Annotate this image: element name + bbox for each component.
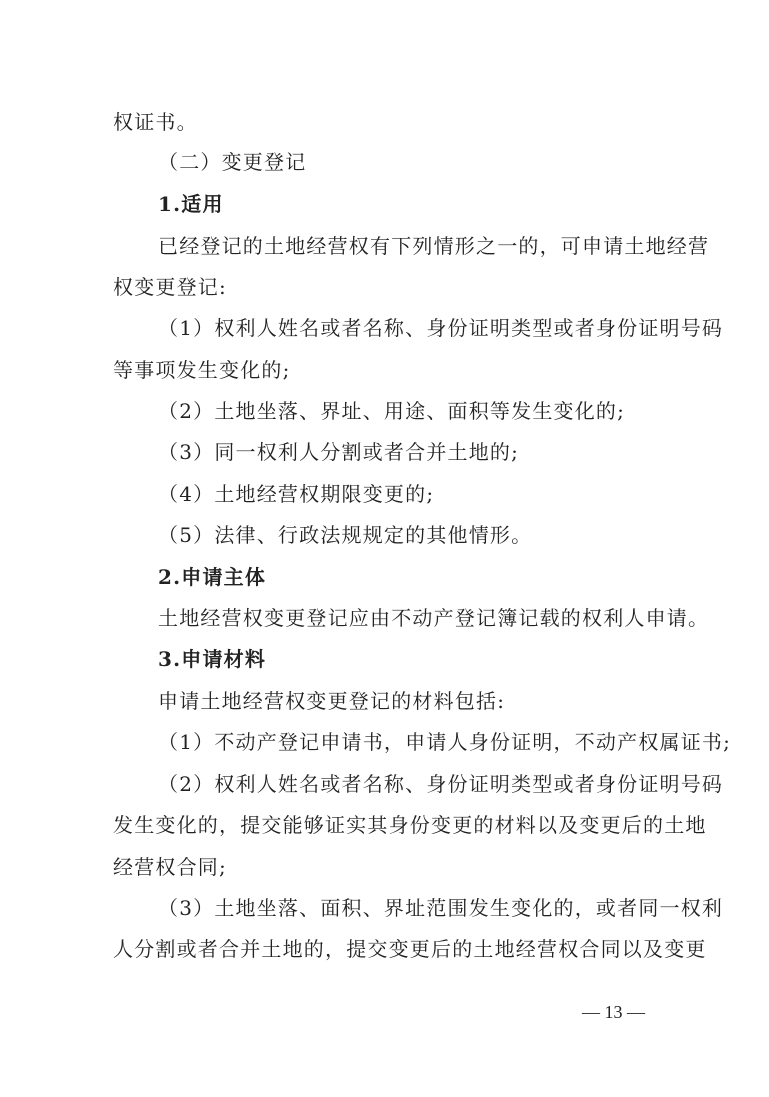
list-item: （1）权利人姓名或者名称、身份证明类型或者身份证明号码 <box>158 316 724 340</box>
text-line: 申请土地经营权变更登记的材料包括: <box>158 689 506 713</box>
list-item: （2）土地坐落、界址、用途、面积等发生变化的; <box>158 399 626 423</box>
list-item: （3）同一权利人分割或者合并土地的; <box>158 440 520 464</box>
subsection-heading: 3.申请材料 <box>158 647 267 671</box>
list-item: （3）土地坐落、面积、界址范围发生变化的，或者同一权利 <box>158 896 724 920</box>
list-item: （1）不动产登记申请书，申请人身份证明，不动产权属证书; <box>158 730 732 754</box>
list-item: （5）法律、行政法规规定的其他情形。 <box>158 523 533 547</box>
text-line: 土地经营权变更登记应由不动产登记簿记载的权利人申请。 <box>158 606 710 630</box>
section-heading: （二）变更登记 <box>158 150 307 174</box>
list-item: （4）土地经营权期限变更的; <box>158 482 435 506</box>
subsection-heading: 2.申请主体 <box>158 565 267 589</box>
text-line: 人分割或者合并土地的，提交变更后的土地经营权合同以及变更 <box>113 937 707 961</box>
text-line: 等事项发生变化的; <box>113 358 291 382</box>
list-item: （2）权利人姓名或者名称、身份证明类型或者身份证明号码 <box>158 772 724 796</box>
subsection-heading: 1.适用 <box>158 192 224 216</box>
text-line: 经营权合同; <box>113 855 227 879</box>
text-line: 已经登记的土地经营权有下列情形之一的，可申请土地经营 <box>158 234 710 258</box>
text-line: 权变更登记: <box>113 275 227 299</box>
text-line: 发生变化的，提交能够证实其身份变更的材料以及变更后的土地 <box>113 813 707 837</box>
text-line: 权证书。 <box>113 110 198 134</box>
page-number: — 13 — <box>582 1002 645 1022</box>
